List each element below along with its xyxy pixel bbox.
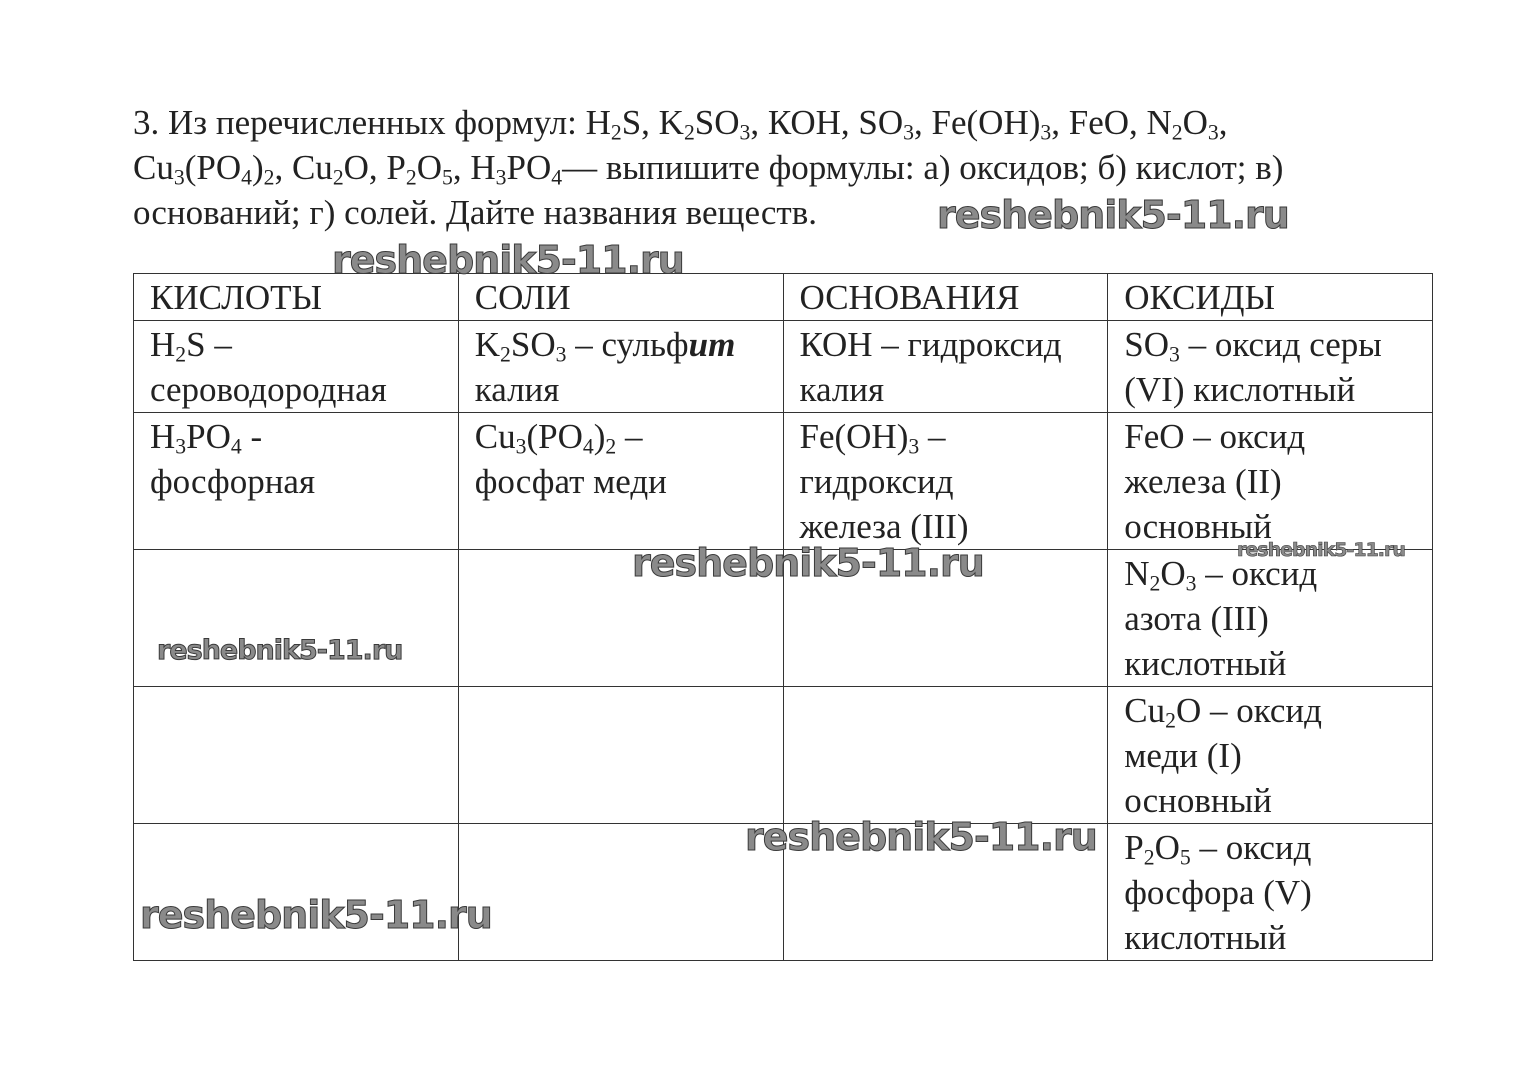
cell-base-feoh3: $Fe(OH)_3$ – гидроксид железа (III) [783,413,1108,550]
cell-oxide-cu2o: $Cu_2O$ – оксид меди (I) основный [1108,687,1433,824]
watermark: reshebnik5-11.ru [140,893,492,937]
header-row [134,274,1433,321]
header-acids: КИСЛОТЫ [134,274,459,321]
task-text: 3. Из перечисленных формул: $H_2S$, $K_2SO_3$, КОН, $SO_3$, $Fe(OH)_3$, FeO, $N_2O_3$, $Cu_3(PO_4)_2$, $Cu_2O$, $P_2O_5$, $H_3PO_4—$ выпишите формулы: а) оксидов; б) кислот; в) оснований; г) солей. Дайте названия веществ. [133,103,1284,232]
header-bases: ОСНОВАНИЯ [783,274,1108,321]
cell-oxide-feo: FeO – оксид железа (II) основный [1108,413,1433,550]
table-row [134,687,1433,824]
cell-empty [458,824,783,961]
cell-empty [458,687,783,824]
header-oxides: ОКСИДЫ [1108,274,1433,321]
cell-empty [134,687,459,824]
table-row [134,413,1433,550]
task-number: 3. [133,103,160,142]
cell-base-koh: КОН – гидроксид калия [783,321,1108,413]
table-row [134,321,1433,413]
cell-oxide-n2o3: $N_2O_3$ – оксид азота (III) кислотный [1108,550,1433,687]
watermark: reshebnik5-11.ru [157,635,403,666]
cell-oxide-so3: $SO_3$ – оксид серы (VI) кислотный [1108,321,1433,413]
cell-salt-k2so3: $K_2SO_3$ – сульфит калия [458,321,783,413]
cell-acid-h2s: $H_2S$ – сероводородная [134,321,459,413]
watermark: reshebnik5-11.ru [937,193,1289,237]
cell-oxide-p2o5: $P_2O_5$ – оксид фосфора (V) кислотный [1108,824,1433,961]
header-salts: СОЛИ [458,274,783,321]
cell-empty [134,824,459,961]
watermark: reshebnik5-11.ru [745,815,1097,859]
watermark: reshebnik5-11.ru [1237,539,1405,561]
cell-acid-h3po4: $H_3PO_4$ - фосфорная [134,413,459,550]
cell-empty [783,687,1108,824]
watermark: reshebnik5-11.ru [632,541,984,585]
watermark: reshebnik5-11.ru [332,238,684,282]
cell-salt-cu3po42: $Cu_3(PO_4)_2$ – фосфат меди [458,413,783,550]
